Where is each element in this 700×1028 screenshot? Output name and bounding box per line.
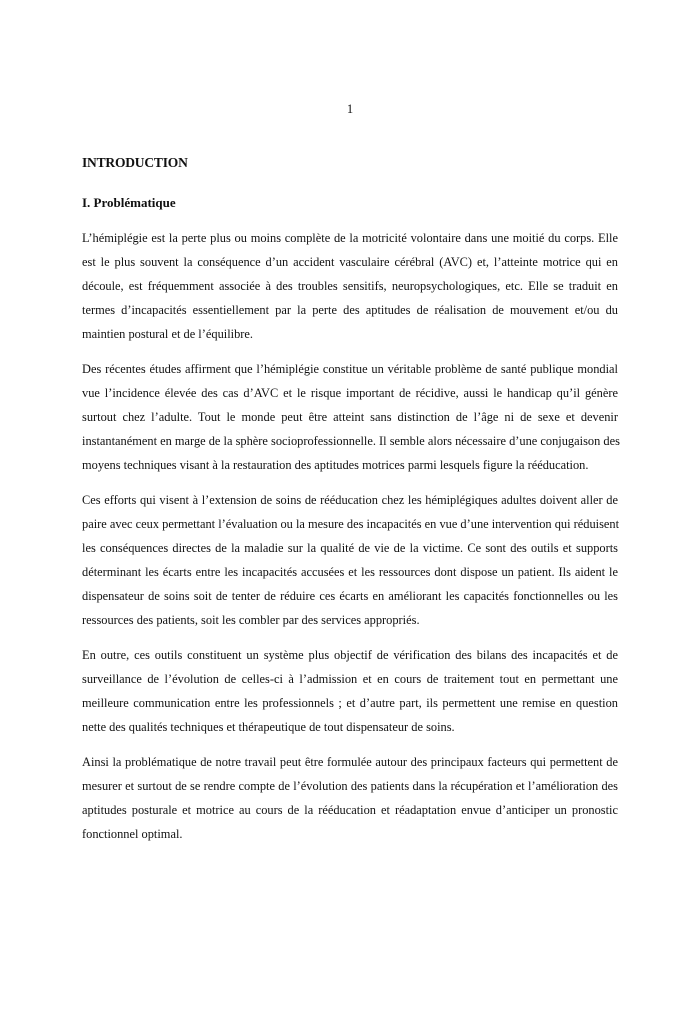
text-line: Ces efforts qui visent à l’extension de soins de rééducation chez les hémiplégiques adultes doivent aller de bbox=[82, 493, 618, 507]
text-line: meilleure communication entre les professionnels ; et d’autre part, ils permettent une remise en question bbox=[82, 696, 618, 710]
document-body bbox=[82, 152, 618, 857]
text-line: aptitudes posturale et motrice au cours de la rééducation et réadaptation envue d’anticiper un pronostic bbox=[82, 803, 618, 817]
paragraphs bbox=[82, 226, 618, 846]
paragraph bbox=[82, 226, 618, 346]
text-line: En outre, ces outils constituent un système plus objectif de vérification des bilans des incapacités et de bbox=[82, 648, 618, 662]
text-line: Des récentes études affirment que l’hémiplégie constitue un véritable problème de santé publique mondial bbox=[82, 362, 618, 376]
text-line: est le plus souvent la conséquence d’un accident vasculaire cérébral (AVC) et, l’atteinte motrice qui en bbox=[82, 255, 618, 269]
paragraph bbox=[82, 643, 618, 739]
text-line: mesurer et surtout de se rendre compte de l’évolution des patients dans la récupération et l’amélioration des bbox=[82, 779, 618, 793]
text-line: L’hémiplégie est la perte plus ou moins complète de la motricité volontaire dans une moitié du corps. Elle bbox=[82, 231, 618, 245]
text-line: surveillance de l’évolution de celles-ci à l’admission et en cours de traitement tout en permettant une bbox=[82, 672, 618, 686]
paragraph bbox=[82, 488, 618, 632]
paragraph bbox=[82, 357, 618, 477]
paragraph bbox=[82, 750, 618, 846]
text-line: les conséquences directes de la maladie sur la qualité de vie de la victime. Ce sont des outils et supports bbox=[82, 541, 618, 555]
text-line: nette des qualités techniques et thérapeutique de tout dispensateur de soins. bbox=[82, 720, 455, 734]
text-line: moyens techniques visant à la restauration des aptitudes motrices parmi lesquels figure la rééducation. bbox=[82, 458, 589, 472]
text-line: paire avec ceux permettant l’évaluation ou la mesure des incapacités en vue d’une intervention qui réduisent bbox=[82, 517, 620, 531]
section-heading: I. Problématique bbox=[82, 195, 176, 210]
text-line: termes d’incapacités essentiellement par la perte des aptitudes de réalisation de mouvement et/ou du bbox=[82, 303, 618, 317]
text-line: instantanément en marge de la sphère socioprofessionnelle. Il semble alors nécessaire d’une conjugaison des bbox=[82, 434, 620, 448]
text-line: découle, est fréquemment associée à des troubles sensitifs, neuropsychologiques, etc. Elle se traduit en bbox=[82, 279, 618, 293]
text-line: Ainsi la problématique de notre travail peut être formulée autour des principaux facteurs qui permettent de bbox=[82, 755, 618, 769]
text-line: surtout chez l’adulte. Tout le monde peut être atteint sans distinction de l’âge ni de sexe et devenir bbox=[82, 410, 618, 424]
text-line: vue l’incidence élevée des cas d’AVC et le risque important de récidive, aussi le handicap qu’il génère bbox=[82, 386, 618, 400]
text-line: fonctionnel optimal. bbox=[82, 827, 183, 841]
text-line: dispensateur de soins soit de tenter de réduire ces écarts en améliorant les capacités fonctionnelles ou les bbox=[82, 589, 618, 603]
page-number: 1 bbox=[346, 102, 354, 116]
chapter-heading: INTRODUCTION bbox=[82, 155, 188, 170]
text-line: déterminant les écarts entre les incapacités accusées et les ressources dont dispose un patient. Ils aident le bbox=[82, 565, 618, 579]
text-line: ressources des patients, soit les combler par des services appropriés. bbox=[82, 613, 420, 627]
text-line: maintien postural et de l’équilibre. bbox=[82, 327, 254, 341]
